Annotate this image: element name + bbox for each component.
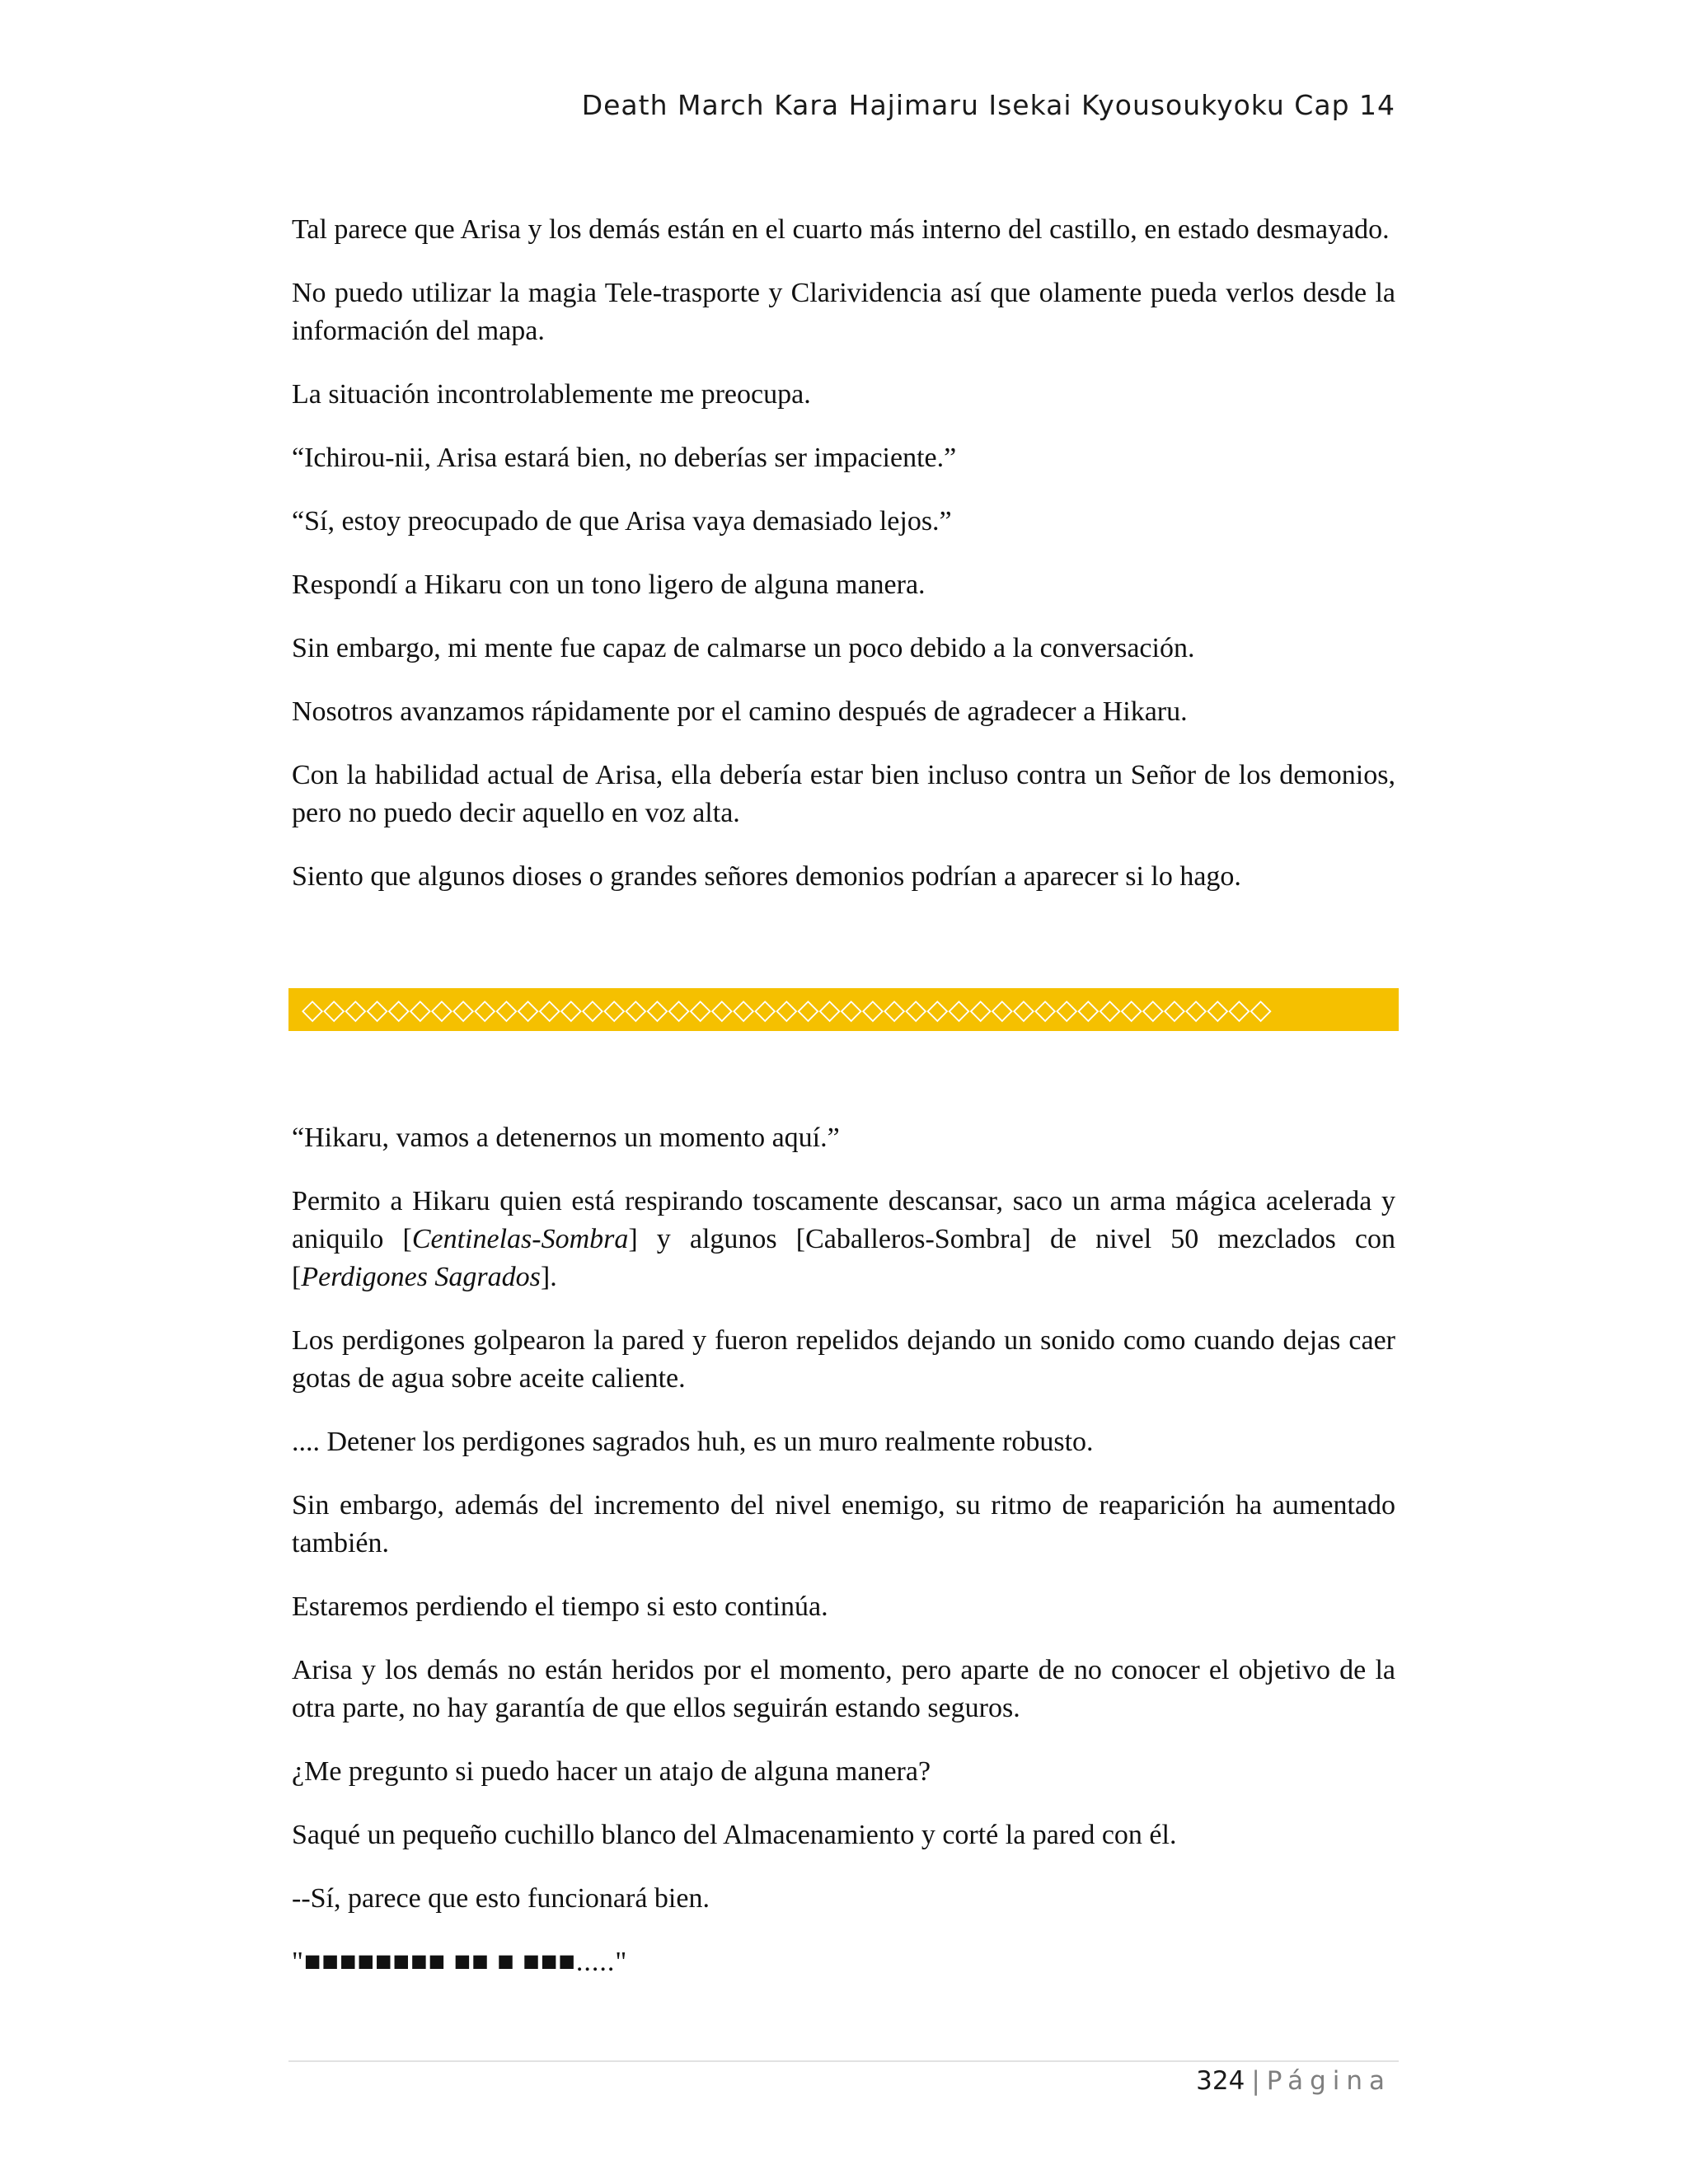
text-run: ] y algunos [Caballeros-Sombra] de nivel 50 mezclados con [ xyxy=(292,1224,1395,1292)
paragraph: La situación incontrolablemente me preocupa. xyxy=(292,379,811,410)
page-footer xyxy=(288,2066,1391,2096)
paragraph: Con la habilidad actual de Arisa, ella debería estar bien incluso contra un Señor de los demonios, pero no puedo decir aquello en voz alta. xyxy=(292,760,1395,828)
paragraph: Respondí a Hikaru con un tono ligero de alguna manera. xyxy=(292,569,926,600)
paragraph: Nosotros avanzamos rápidamente por el camino después de agradecer a Hikaru. xyxy=(292,696,1188,727)
body-section-2 xyxy=(292,1119,1395,2007)
paragraph: No puedo utilizar la magia Tele-trasporte y Clarividencia así que olamente pueda verlos desde la información del mapa. xyxy=(292,278,1395,346)
page-label: Página xyxy=(1266,2066,1391,2096)
footer-divider xyxy=(288,2060,1399,2062)
page-number: 324 xyxy=(1196,2066,1245,2096)
text-run: Permito a Hikaru quien está respirando toscamente descansar, saco un arma mágica acelerada y aniquilo [ xyxy=(292,1186,1395,1254)
paragraph: ¿Me pregunto si puedo hacer un atajo de alguna manera? xyxy=(292,1756,931,1787)
italic-term: Centinelas-Sombra xyxy=(411,1224,629,1254)
paragraph: Sin embargo, además del incremento del nivel enemigo, su ritmo de reaparición ha aumentado también. xyxy=(292,1490,1395,1558)
paragraph: “Ichirou-nii, Arisa estará bien, no deberías ser impaciente.” xyxy=(292,443,957,473)
paragraph: Arisa y los demás no están heridos por el momento, pero aparte de no conocer el objetivo de la otra parte, no hay garantía de que ellos seguirán estando seguros. xyxy=(292,1655,1395,1723)
scene-break-divider xyxy=(288,988,1399,1031)
censored-line: "■■■■■■■■ ■■ ■ ■■■....." xyxy=(292,1947,628,1977)
diamond-ornament: ◇◇◇◇◇◇◇◇◇◇◇◇◇◇◇◇◇◇◇◇◇◇◇◇◇◇◇◇◇◇◇◇◇◇◇◇◇◇◇◇◇◇◇◇◇ xyxy=(302,993,1272,1026)
paragraph: Tal parece que Arisa y los demás están en el cuarto más interno del castillo, en estado desmayado. xyxy=(292,214,1390,245)
paragraph: “Hikaru, vamos a detenernos un momento aquí.” xyxy=(292,1122,840,1153)
paragraph: Estaremos perdiendo el tiempo si esto continúa. xyxy=(292,1591,828,1622)
paragraph: .... Detener los perdigones sagrados huh, es un muro realmente robusto. xyxy=(292,1427,1094,1457)
footer-separator: | xyxy=(1251,2066,1260,2096)
text-run: ]. xyxy=(540,1262,557,1292)
paragraph: Siento que algunos dioses o grandes señores demonios podrían a aparecer si lo hago. xyxy=(292,861,1241,892)
page-header: Death March Kara Hajimaru Isekai Kyousoukyoku Cap 14 xyxy=(581,89,1395,121)
paragraph: --Sí, parece que esto funcionará bien. xyxy=(292,1883,710,1914)
paragraph: Los perdigones golpearon la pared y fueron repelidos dejando un sonido como cuando dejas caer gotas de agua sobre aceite caliente. xyxy=(292,1325,1395,1394)
italic-term: Perdigones Sagrados xyxy=(301,1262,541,1292)
paragraph: Sin embargo, mi mente fue capaz de calmarse un poco debido a la conversación. xyxy=(292,633,1195,663)
paragraph: “Sí, estoy preocupado de que Arisa vaya demasiado lejos.” xyxy=(292,506,952,537)
body-section-1 xyxy=(292,211,1395,921)
paragraph-with-italics xyxy=(292,1183,1395,1296)
paragraph: Saqué un pequeño cuchillo blanco del Almacenamiento y corté la pared con él. xyxy=(292,1820,1177,1850)
